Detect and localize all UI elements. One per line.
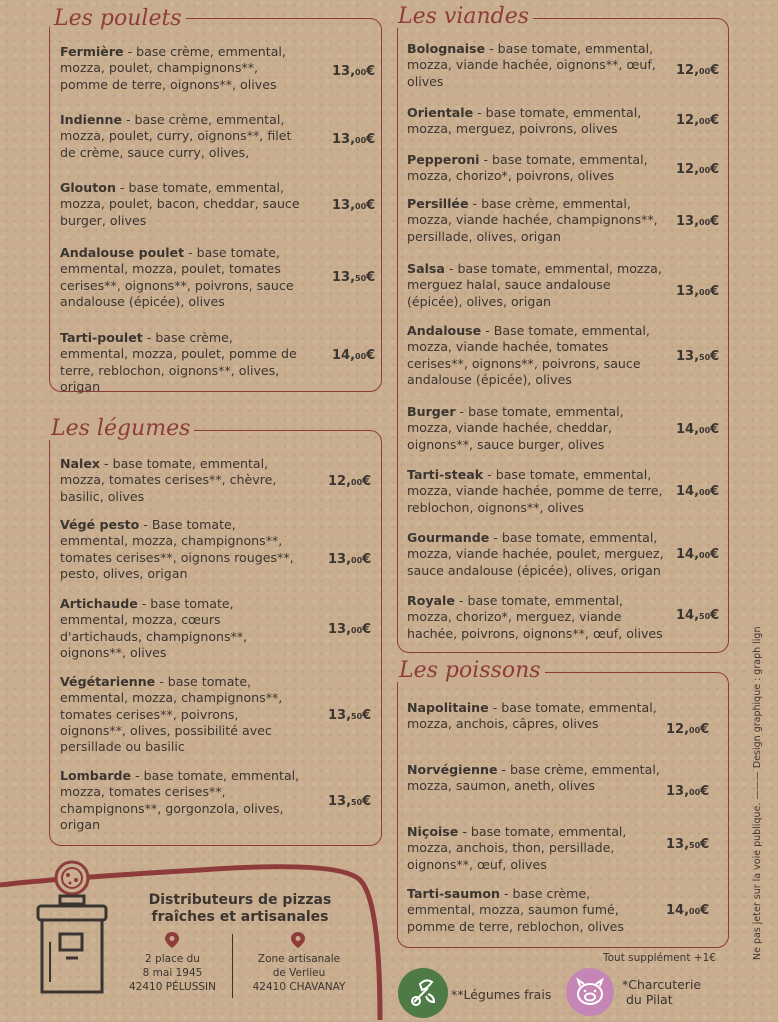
- menu-item-name: Lombarde: [60, 768, 132, 783]
- price-integer: 12,: [676, 63, 700, 78]
- price-integer: 12,: [328, 474, 352, 489]
- menu-item-ingredients: - base tomate, emmental, mozza, tomates cerises**, champignons**, gorgonzola, olives, origan: [60, 768, 300, 832]
- menu-item-name: Persillée: [407, 196, 469, 211]
- price-decimal: 50: [351, 712, 363, 721]
- menu-item-ingredients: - base crème, emmental, mozza, poulet, curry, oignons**, filet de crème, sauce curry, olives,: [60, 112, 292, 160]
- menu-item-description: [60, 456, 300, 505]
- fresh-vegetables-label: **Légumes frais: [451, 987, 552, 1002]
- price-currency: €: [366, 64, 376, 79]
- price-currency: €: [700, 903, 710, 918]
- price-currency: €: [362, 622, 372, 637]
- menu-item-ingredients: - base tomate, emmental, mozza, poulet, bacon, cheddar, sauce burger, olives: [60, 180, 300, 228]
- menu-item-price: [328, 708, 371, 723]
- menu-item-ingredients: - base tomate, emmental, mozza, merguez halal, sauce andalouse (épicée), olives, origan: [407, 261, 662, 309]
- charcuterie-label-line2: du Pilat: [626, 992, 673, 1007]
- charcuterie-label-line1: *Charcuterie: [622, 977, 702, 992]
- price-currency: €: [710, 214, 720, 229]
- charcuterie-badge: [566, 968, 614, 1016]
- menu-item-name: Tarti-poulet: [60, 330, 143, 345]
- menu-item-description: [60, 674, 300, 755]
- menu-item-ingredients: - base tomate, emmental, mozza, chorizo*, merguez, viande hachée, poivrons, oignons**, œuf, olives: [407, 593, 663, 641]
- menu-item-ingredients: - base crème, emmental, mozza, viande hachée, champignons**, persillade, olives, origan: [407, 196, 658, 244]
- price-decimal: 00: [355, 136, 367, 145]
- menu-item-price: [328, 474, 371, 489]
- price-decimal: 00: [699, 551, 711, 560]
- menu-item-description: [60, 180, 300, 229]
- menu-item-price: [676, 113, 719, 128]
- supplement-note: Tout supplément +1€: [603, 952, 716, 964]
- menu-item-name: Tarti-saumon: [407, 886, 500, 901]
- price-currency: €: [710, 113, 720, 128]
- menu-item-ingredients: - base tomate, emmental, mozza, viande hachée, pomme de terre, reblochon, oignons**, olives: [407, 467, 663, 515]
- menu-item-ingredients: - base crème, emmental, mozza, saumon fumé, pomme de terre, reblochon, olives: [407, 886, 624, 934]
- menu-item-description: [407, 323, 665, 388]
- menu-item-description: [407, 593, 665, 642]
- price-integer: 14,: [676, 484, 700, 499]
- menu-item-description: [60, 245, 300, 310]
- price-integer: 13,: [676, 284, 700, 299]
- price-decimal: 00: [699, 488, 711, 497]
- address-pelussin: [120, 952, 225, 994]
- distributor-title-line1: Distributeurs de pizzas: [148, 892, 332, 908]
- menu-item-description: [407, 261, 665, 310]
- address-line: 8 mai 1945: [142, 967, 203, 979]
- price-integer: 13,: [328, 552, 352, 567]
- section-viandes-title: Les viandes: [394, 6, 533, 28]
- menu-item-description: [407, 530, 665, 579]
- menu-item-price: [676, 162, 719, 177]
- menu-item-ingredients: - base tomate, emmental, mozza, merguez, poivrons, olives: [407, 105, 642, 137]
- location-pin-icon: [165, 932, 179, 948]
- price-decimal: 50: [351, 798, 363, 807]
- menu-item-name: Pepperoni: [407, 152, 480, 167]
- menu-item-name: Royale: [407, 593, 455, 608]
- menu-item-description: [407, 196, 665, 245]
- price-integer: 14,: [676, 547, 700, 562]
- price-currency: €: [366, 132, 376, 147]
- address-chavanay: [244, 952, 354, 994]
- menu-item-price: [676, 349, 719, 364]
- menu-item-price: [666, 903, 709, 918]
- price-decimal: 00: [699, 117, 711, 126]
- menu-item-name: Nalex: [60, 456, 101, 471]
- menu-item-price: [676, 214, 719, 229]
- price-decimal: 00: [351, 556, 363, 565]
- fresh-vegetables-badge: [398, 968, 448, 1018]
- pig-icon: [566, 968, 614, 1016]
- price-integer: 14,: [676, 608, 700, 623]
- menu-item-name: Andalouse: [407, 323, 482, 338]
- address-line: de Verlieu: [272, 967, 326, 979]
- menu-item-name: Andalouse poulet: [60, 245, 185, 260]
- price-integer: 14,: [666, 903, 690, 918]
- menu-item-price: [332, 270, 375, 285]
- price-currency: €: [366, 270, 376, 285]
- menu-item-description: [60, 768, 300, 833]
- section-poissons-title: Les poissons: [395, 660, 545, 682]
- menu-item-ingredients: - base tomate, emmental, mozza, anchois, thon, persillade, oignons**, œuf, olives: [407, 824, 627, 872]
- menu-item-ingredients: - Base tomate, emmental, mozza, champignons**, tomates cerises**, oignons rouges**, pesto, olives, origan: [60, 517, 294, 581]
- price-currency: €: [710, 608, 720, 623]
- distributor-title: [130, 892, 350, 926]
- menu-item-description: [407, 404, 665, 453]
- menu-item-description: [60, 112, 300, 161]
- menu-item-description: [407, 41, 665, 90]
- menu-item-price: [332, 64, 375, 79]
- price-decimal: 00: [355, 68, 367, 77]
- address-divider: [232, 934, 233, 998]
- menu-item-description: [407, 105, 665, 138]
- section-legumes-title: Les légumes: [47, 418, 194, 440]
- address-line: 42410 PÉLUSSIN: [129, 981, 216, 993]
- menu-item-description: [60, 517, 300, 582]
- price-currency: €: [710, 547, 720, 562]
- menu-item-price: [676, 284, 719, 299]
- price-integer: 14,: [676, 422, 700, 437]
- menu-item-name: Bolognaise: [407, 41, 486, 56]
- price-integer: 13,: [666, 837, 690, 852]
- menu-item-price: [676, 63, 719, 78]
- menu-item-ingredients: - base tomate, emmental, mozza, anchois, câpres, olives: [407, 700, 657, 732]
- menu-item-name: Indienne: [60, 112, 122, 127]
- menu-item-ingredients: - base tomate, emmental, mozza, viande hachée, oignons**, œuf, olives: [407, 41, 656, 89]
- menu-item-description: [407, 762, 662, 795]
- menu-item-name: Fermière: [60, 44, 124, 59]
- menu-item-description: [60, 596, 300, 661]
- price-currency: €: [700, 784, 710, 799]
- menu-item-price: [676, 547, 719, 562]
- price-decimal: 00: [699, 166, 711, 175]
- address-line: Zone artisanale: [257, 953, 341, 965]
- price-decimal: 00: [699, 218, 711, 227]
- price-integer: 13,: [676, 349, 700, 364]
- price-currency: €: [366, 198, 376, 213]
- menu-item-description: [407, 152, 665, 185]
- price-decimal: 00: [689, 726, 701, 735]
- price-integer: 12,: [676, 162, 700, 177]
- price-integer: 13,: [328, 622, 352, 637]
- menu-item-ingredients: - Base tomate, emmental, mozza, viande hachée, tomates cerises**, oignons**, poivrons, sauce andalouse (épicée), olives: [407, 323, 650, 387]
- menu-item-name: Végé pesto: [60, 517, 140, 532]
- distributor-title-line2: fraîches et artisanales: [151, 909, 329, 925]
- menu-item-ingredients: - base tomate, emmental, mozza, viande hachée, poulet, merguez, sauce andalouse (épicée), olives, origan: [407, 530, 664, 578]
- menu-item-ingredients: - base tomate, emmental, mozza, tomates cerises**, chèvre, basilic, olives: [60, 456, 277, 504]
- price-integer: 13,: [332, 132, 356, 147]
- price-currency: €: [362, 708, 372, 723]
- price-integer: 13,: [328, 708, 352, 723]
- price-currency: €: [710, 63, 720, 78]
- pizza-machine-icon: [30, 858, 120, 998]
- menu-item-ingredients: - base tomate, emmental, mozza, poulet, tomates cerises**, oignons**, poivrons, sauce andalouse (épicée), olives: [60, 245, 294, 309]
- price-decimal: 50: [699, 612, 711, 621]
- price-integer: 13,: [332, 270, 356, 285]
- menu-item-price: [676, 422, 719, 437]
- price-currency: €: [710, 284, 720, 299]
- menu-item-ingredients: - base tomate, emmental, mozza, cœurs d'artichauds, champignons**, oignons**, olives: [60, 596, 248, 660]
- price-currency: €: [362, 552, 372, 567]
- charcuterie-label: [622, 977, 701, 1007]
- price-currency: €: [700, 722, 710, 737]
- price-currency: €: [700, 837, 710, 852]
- menu-item-name: Végétarienne: [60, 674, 156, 689]
- menu-item-price: [328, 794, 371, 809]
- price-decimal: 00: [699, 288, 711, 297]
- menu-item-price: [332, 348, 375, 363]
- price-decimal: 00: [351, 626, 363, 635]
- price-decimal: 50: [699, 353, 711, 362]
- design-credit: Ne pas jeter sur la voie publique. ——— Design graphique : graph lign: [752, 626, 763, 960]
- menu-item-name: Gourmande: [407, 530, 490, 545]
- vegetables-icon: [398, 968, 448, 1018]
- menu-item-price: [328, 622, 371, 637]
- menu-item-price: [332, 132, 375, 147]
- menu-item-price: [332, 198, 375, 213]
- price-decimal: 50: [689, 841, 701, 850]
- menu-item-name: Salsa: [407, 261, 445, 276]
- menu-item-description: [60, 44, 300, 93]
- price-decimal: 00: [355, 202, 367, 211]
- price-currency: €: [362, 474, 372, 489]
- menu-item-description: [407, 700, 662, 733]
- price-decimal: 00: [699, 426, 711, 435]
- section-poulets-title: Les poulets: [50, 8, 186, 30]
- location-pin-icon: [291, 932, 305, 948]
- price-currency: €: [710, 484, 720, 499]
- price-integer: 14,: [332, 348, 356, 363]
- menu-item-name: Napolitaine: [407, 700, 489, 715]
- price-integer: 13,: [328, 794, 352, 809]
- price-currency: €: [362, 794, 372, 809]
- menu-item-name: Orientale: [407, 105, 474, 120]
- menu-item-price: [328, 552, 371, 567]
- price-decimal: 00: [355, 352, 367, 361]
- price-decimal: 00: [699, 67, 711, 76]
- menu-item-ingredients: - base tomate, emmental, mozza, viande hachée, cheddar, oignons**, sauce burger, olives: [407, 404, 624, 452]
- menu-item-name: Burger: [407, 404, 456, 419]
- price-integer: 12,: [666, 722, 690, 737]
- menu-item-ingredients: - base crème, emmental, mozza, poulet, champignons**, pomme de terre, oignons**, olives: [60, 44, 286, 92]
- menu-item-name: Norvégienne: [407, 762, 498, 777]
- price-integer: 12,: [676, 113, 700, 128]
- menu-item-name: Artichaude: [60, 596, 138, 611]
- menu-item-name: Niçoise: [407, 824, 459, 839]
- menu-item-ingredients: - base tomate, emmental, mozza, champignons**, tomates cerises**, poivrons, oignons**, olives, possibilité avec persillade ou basilic: [60, 674, 283, 755]
- menu-item-ingredients: - base crème, emmental, mozza, saumon, aneth, olives: [407, 762, 660, 794]
- menu-item-price: [676, 484, 719, 499]
- menu-item-description: [60, 330, 300, 395]
- menu-item-description: [407, 824, 662, 873]
- price-decimal: 00: [351, 478, 363, 487]
- address-line: 2 place du: [145, 953, 200, 965]
- price-decimal: 50: [355, 274, 367, 283]
- menu-item-name: Tarti-steak: [407, 467, 484, 482]
- menu-item-price: [666, 722, 709, 737]
- price-integer: 13,: [332, 64, 356, 79]
- price-integer: 13,: [332, 198, 356, 213]
- menu-item-name: Glouton: [60, 180, 116, 195]
- price-integer: 13,: [666, 784, 690, 799]
- price-currency: €: [710, 349, 720, 364]
- price-integer: 13,: [676, 214, 700, 229]
- menu-item-description: [407, 886, 662, 935]
- price-currency: €: [366, 348, 376, 363]
- menu-item-description: [407, 467, 665, 516]
- menu-item-price: [666, 784, 709, 799]
- address-line: 42410 CHAVANAY: [252, 981, 346, 993]
- menu-item-ingredients: - base tomate, emmental, mozza, chorizo*, poivrons, olives: [407, 152, 648, 184]
- price-decimal: 00: [689, 788, 701, 797]
- price-currency: €: [710, 422, 720, 437]
- menu-item-ingredients: - base crème, emmental, mozza, poulet, pomme de terre, reblochon, oignons**, olives, origan: [60, 330, 297, 394]
- price-decimal: 00: [689, 907, 701, 916]
- price-currency: €: [710, 162, 720, 177]
- menu-item-price: [666, 837, 709, 852]
- menu-item-price: [676, 608, 719, 623]
